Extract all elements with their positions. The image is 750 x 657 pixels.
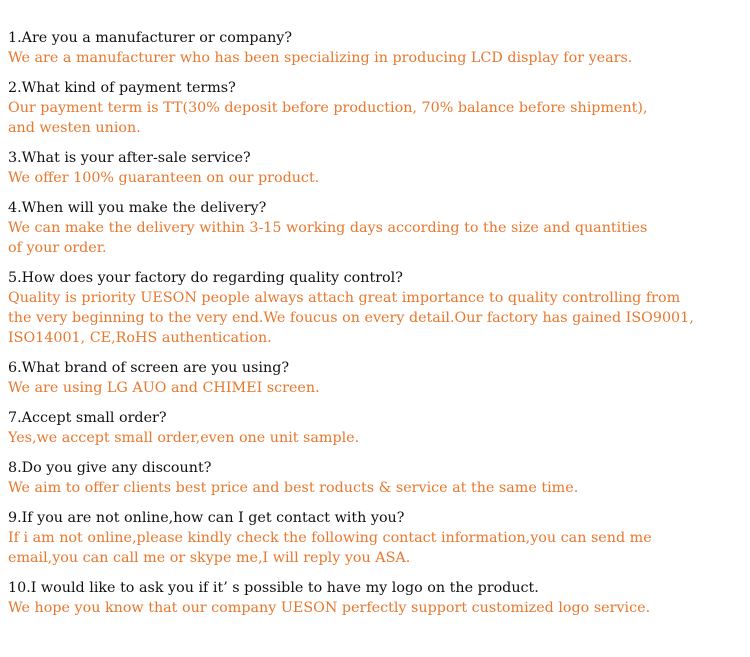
faq-question: 10.I would like to ask you if it’ s possible to have my logo on the product. xyxy=(8,580,539,596)
faq-question: 6.What brand of screen are you using? xyxy=(8,360,290,376)
faq-item-5 xyxy=(8,268,748,348)
faq-answer: We hope you know that our company UESON perfectly support customized logo service. xyxy=(8,600,651,616)
faq-answer: We can make the delivery within 3-15 working days according to the size and quantities of your order. xyxy=(8,220,648,256)
faq-question: 4.When will you make the delivery? xyxy=(8,200,267,216)
faq-answer: Our payment term is TT(30% deposit before production, 70% balance before shipment), and westen union. xyxy=(8,100,648,136)
faq-question: 7.Accept small order? xyxy=(8,410,167,426)
faq-answer: If i am not online,please kindly check the following contact information,you can send me email,you can call me or skype me,I will reply you ASA. xyxy=(8,530,652,566)
faq-list xyxy=(8,28,748,628)
faq-question: 5.How does your factory do regarding quality control? xyxy=(8,270,403,286)
faq-item-4 xyxy=(8,198,748,258)
faq-item-10 xyxy=(8,578,748,618)
faq-question: 3.What is your after-sale service? xyxy=(8,150,251,166)
faq-item-8 xyxy=(8,458,748,498)
faq-item-2 xyxy=(8,78,748,138)
faq-answer: We are using LG AUO and CHIMEI screen. xyxy=(8,380,320,396)
faq-item-9 xyxy=(8,508,748,568)
faq-question: 1.Are you a manufacturer or company? xyxy=(8,30,293,46)
faq-answer: We offer 100% guaranteen on our product. xyxy=(8,170,320,186)
faq-question: 8.Do you give any discount? xyxy=(8,460,212,476)
faq-answer: Quality is priority UESON people always attach great importance to quality controlling from the very beginning to the very end.We foucus on every detail.Our factory has gained ISO9001, ISO14001, CE,RoHS authentication. xyxy=(8,290,694,346)
faq-item-3 xyxy=(8,148,748,188)
faq-question: 2.What kind of payment terms? xyxy=(8,80,236,96)
faq-answer: We aim to offer clients best price and best roducts & service at the same time. xyxy=(8,480,579,496)
faq-answer: We are a manufacturer who has been specializing in producing LCD display for years. xyxy=(8,50,633,66)
faq-item-7 xyxy=(8,408,748,448)
faq-item-1 xyxy=(8,28,748,68)
faq-answer: Yes,we accept small order,even one unit sample. xyxy=(8,430,360,446)
faq-question: 9.If you are not online,how can I get contact with you? xyxy=(8,510,405,526)
faq-item-6 xyxy=(8,358,748,398)
